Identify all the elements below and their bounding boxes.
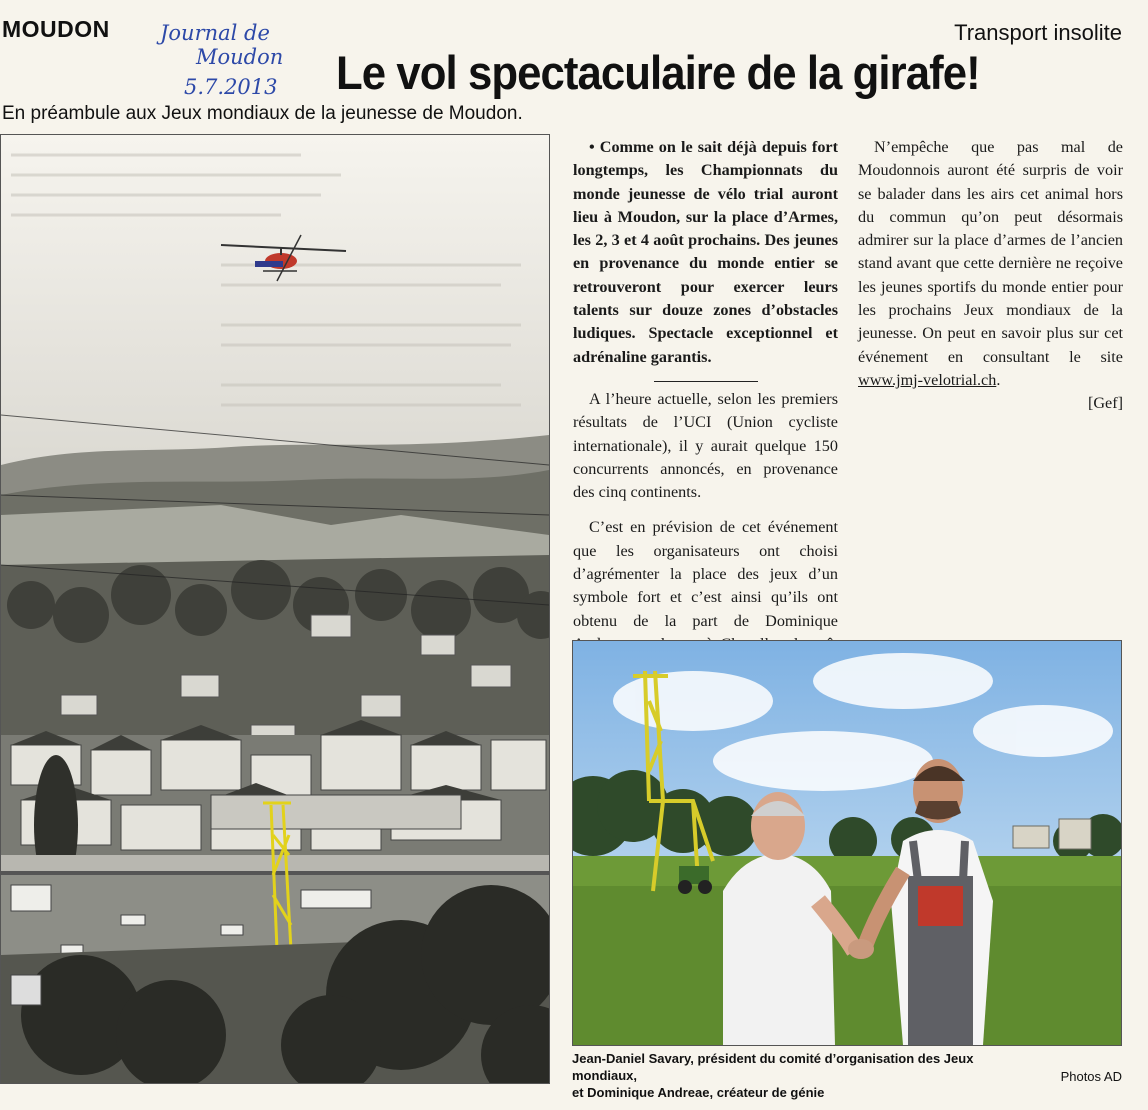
article-paragraph-1: A l’heure actuelle, selon les premiers résultats de l’UCI (Union cycliste internationale), il y aurait quelque 150 concurrents annoncés, en provenance des cinq continents. xyxy=(573,389,838,502)
photo-caption xyxy=(572,1050,1042,1101)
kicker: Transport insolite xyxy=(954,20,1122,45)
photo-credit: Photos AD xyxy=(1060,1069,1122,1084)
handwritten-note-1: Journal de xyxy=(160,21,270,45)
moudon-aerial-illustration xyxy=(1,135,549,1083)
section-label: MOUDON xyxy=(2,16,110,42)
headline: Le vol spectaculaire de la girafe! xyxy=(336,46,980,99)
article-paragraph-3-end: . xyxy=(996,370,1001,389)
author-signature: [Gef] xyxy=(1087,394,1123,413)
caption-line-1: Jean-Daniel Savary, président du comité d’organisation des Jeux mondiaux, xyxy=(572,1051,974,1083)
subhead: En préambule aux Jeux mondiaux de la jeunesse de Moudon. xyxy=(2,103,523,124)
moudon-aerial-photo xyxy=(0,134,550,1084)
article-paragraph-3-text: N’empêche que pas mal de Moudonnois auront été surpris de voir se balader dans les airs cet animal hors du commun qu’on peut désormais admirer sur la place d’armes de l’ancien stand avant que cette dernière ne reçoive les jeunes sportifs du monde entier pour les prochains Jeux mondiaux de la jeunesse. On peut en savoir plus sur cet événement en consultant le site xyxy=(858,138,1123,366)
article-paragraph-3 xyxy=(858,136,1123,392)
article-column-right xyxy=(858,136,1123,416)
caption-line-2: et Dominique Andreae, créateur de génie xyxy=(572,1085,825,1100)
handwritten-date: 5.7.2013 xyxy=(184,75,278,99)
article-lead: • Comme on le sait déjà depuis fort longtemps, les Championnats du monde jeunesse de vélo trial auront lieu à Moudon, sur la place d’Armes, les 2, 3 et 4 août prochains. Des jeunes en provenance du monde entier se retrouveront pour exercer leurs talents sur douze zones d’obstacles ludiques. Spectacle exceptionnel et adrénaline garantis. xyxy=(573,138,838,366)
handshake-illustration xyxy=(573,641,1121,1045)
handwritten-note-2: Moudon xyxy=(196,45,284,69)
handshake-icon xyxy=(848,939,874,959)
handshake-photo xyxy=(572,640,1122,1046)
divider xyxy=(654,381,758,382)
website-link[interactable]: www.jmj-velotrial.ch xyxy=(858,370,997,389)
article-paragraph-2: C’est en prévision de cet événement que les organisateurs ont choisi d’agrémenter la place des jeux d’un symbole fort et c’est ainsi qu’ils ont obtenu de la part de Dominique xyxy=(573,518,838,630)
